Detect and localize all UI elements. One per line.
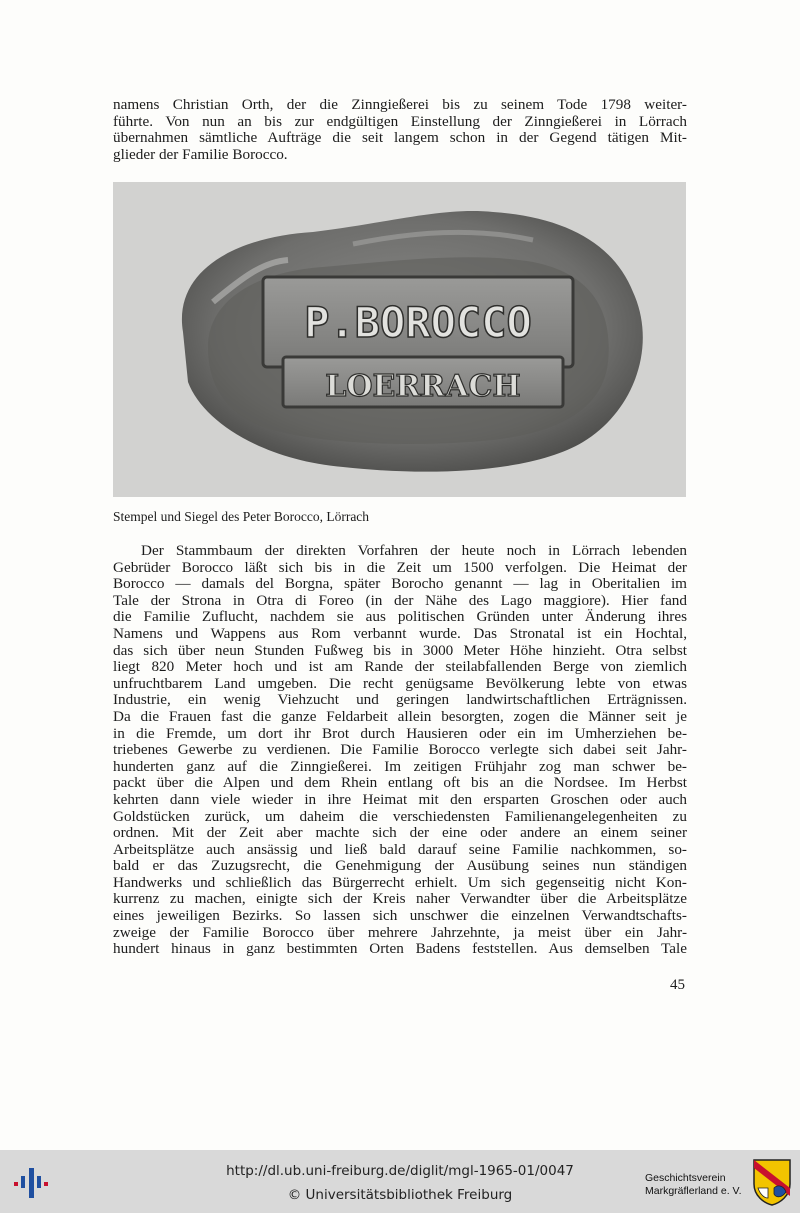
figure-caption: Stempel und Siegel des Peter Borocco, Lörrach xyxy=(113,509,370,524)
text-line: hundert hinaus in ganz bestimmten Orten Badens feststellen. Aus demselben Tale xyxy=(113,940,687,958)
page-number: 45 xyxy=(670,977,685,993)
viewer-footer xyxy=(0,1150,800,1213)
text-line: das sich über neun Stunden Fußweg bis in 3000 Meter Höhe hinzieht. Otra selbst xyxy=(113,641,687,659)
text-line: Handwerks und schließlich das Bürgerrecht erhielt. Um sich gegenseitig nicht Kon- xyxy=(113,873,687,891)
text-line: führte. Von nun an bis zur endgültigen Einstellung der Zinngießerei in Lörrach xyxy=(113,112,687,130)
text-line: unfruchtbarem Land umgeben. Die recht genügsame Bevölkerung lebte von etwas xyxy=(113,674,687,692)
text-line: Da die Frauen fast die ganze Feldarbeit allein besorgten, zogen die Männer seit je xyxy=(113,707,687,725)
text-line: Der Stammbaum der direkten Vorfahren der heute noch in Lörrach lebenden xyxy=(141,542,687,559)
coat-of-arms-icon[interactable] xyxy=(752,1158,792,1206)
organization-name-line2: Markgräflerland e. V. xyxy=(645,1184,742,1197)
text-line: bald er das Zuzugsrecht, die Genehmigung der Ausübung seines nun ständigen xyxy=(113,857,687,875)
text-line: Arbeitsplätze auch ansässig und ließ bald darauf seine Familie nachkommen, so- xyxy=(113,840,687,858)
copyright-text: © Universitätsbibliothek Freiburg xyxy=(287,1187,513,1203)
text-line: Industrie, ein wenig Viehzucht und geringen landwirtschaftlichen Erträgnissen. xyxy=(113,691,687,709)
text-line: Gebrüder Borocco läßt sich bis in die Zeit um 1500 verfolgen. Die Heimat der xyxy=(113,558,687,576)
seal-photograph xyxy=(113,182,686,497)
text-line: die Familie Zuflucht, nachdem sie aus politischen Gründen unter Änderung ihres xyxy=(113,608,687,626)
paragraph-2 xyxy=(113,543,687,958)
text-line: glieder der Familie Borocco. xyxy=(113,145,288,163)
text-line: Tale der Strona in Otra di Foreo (in der Nähe des Lago maggiore). Hier fand xyxy=(113,591,687,609)
text-line: kehrten dann viele wieder in ihre Heimat mit den ersparten Groschen oder auch xyxy=(113,790,687,808)
text-line: Borocco — damals del Borgna, später Borocho genannt — lag in Oberitalien im xyxy=(113,575,687,593)
text-line: kurrenz zu machen, einigte sich der Kreis naher Verwandter über die Arbeitsplätze xyxy=(113,890,687,908)
text-line: namens Christian Orth, der die Zinngießerei bis zu seinem Tode 1798 weiter- xyxy=(113,96,687,113)
organization-name-line1: Geschichtsverein xyxy=(645,1172,726,1184)
text-line: Goldstücken zurück, um daheim die verschiedensten Familienangelegenheiten zu xyxy=(113,807,687,825)
seal-text-line1: P.BOROCCO xyxy=(304,298,532,347)
seal-text-line2: LOERRACH xyxy=(325,369,521,404)
seal-image xyxy=(113,182,686,497)
text-line: zweige der Familie Borocco über mehrere Jahrzehnte, ja meist über ein Jahr- xyxy=(113,923,687,941)
permalink-url[interactable]: http://dl.ub.uni-freiburg.de/diglit/mgl-1965-01/0047 xyxy=(226,1163,574,1179)
text-line: übernahmen sämtliche Aufträge die seit langem schon in der Gegend tätigen Mit- xyxy=(113,129,687,147)
text-line: eines jeweiligen Bezirks. So lassen sich unschwer die einzelnen Verwandtschafts- xyxy=(113,907,687,925)
text-line: hunderten ganz auf die Zinngießerei. Im zeitigen Frühjahr zog man schwer be- xyxy=(113,757,687,775)
text-line: Namens und Wappens aus Rom verbannt wurde. Das Stronatal ist ein Hochtal, xyxy=(113,624,687,642)
organization-name xyxy=(645,1172,742,1197)
text-line: ordnen. Mit der Zeit aber machte sich der eine oder andere an einem seiner xyxy=(113,824,687,842)
text-line: triebenes Gewerbe zu verdienen. Die Familie Borocco verlegte sich dabei seit Jahr- xyxy=(113,741,687,759)
text-line: liegt 820 Meter hoch und ist am Rande der steilabfallenden Berge von ziemlich xyxy=(113,658,687,676)
text-line: in die Fremde, um dort ihr Brot durch Hausieren oder ein im Umherziehen be- xyxy=(113,724,687,742)
text-line: packt über die Alpen und dem Rhein entlang oft bis an die Nordsee. Im Herbst xyxy=(113,774,687,792)
paragraph-1 xyxy=(113,97,687,163)
